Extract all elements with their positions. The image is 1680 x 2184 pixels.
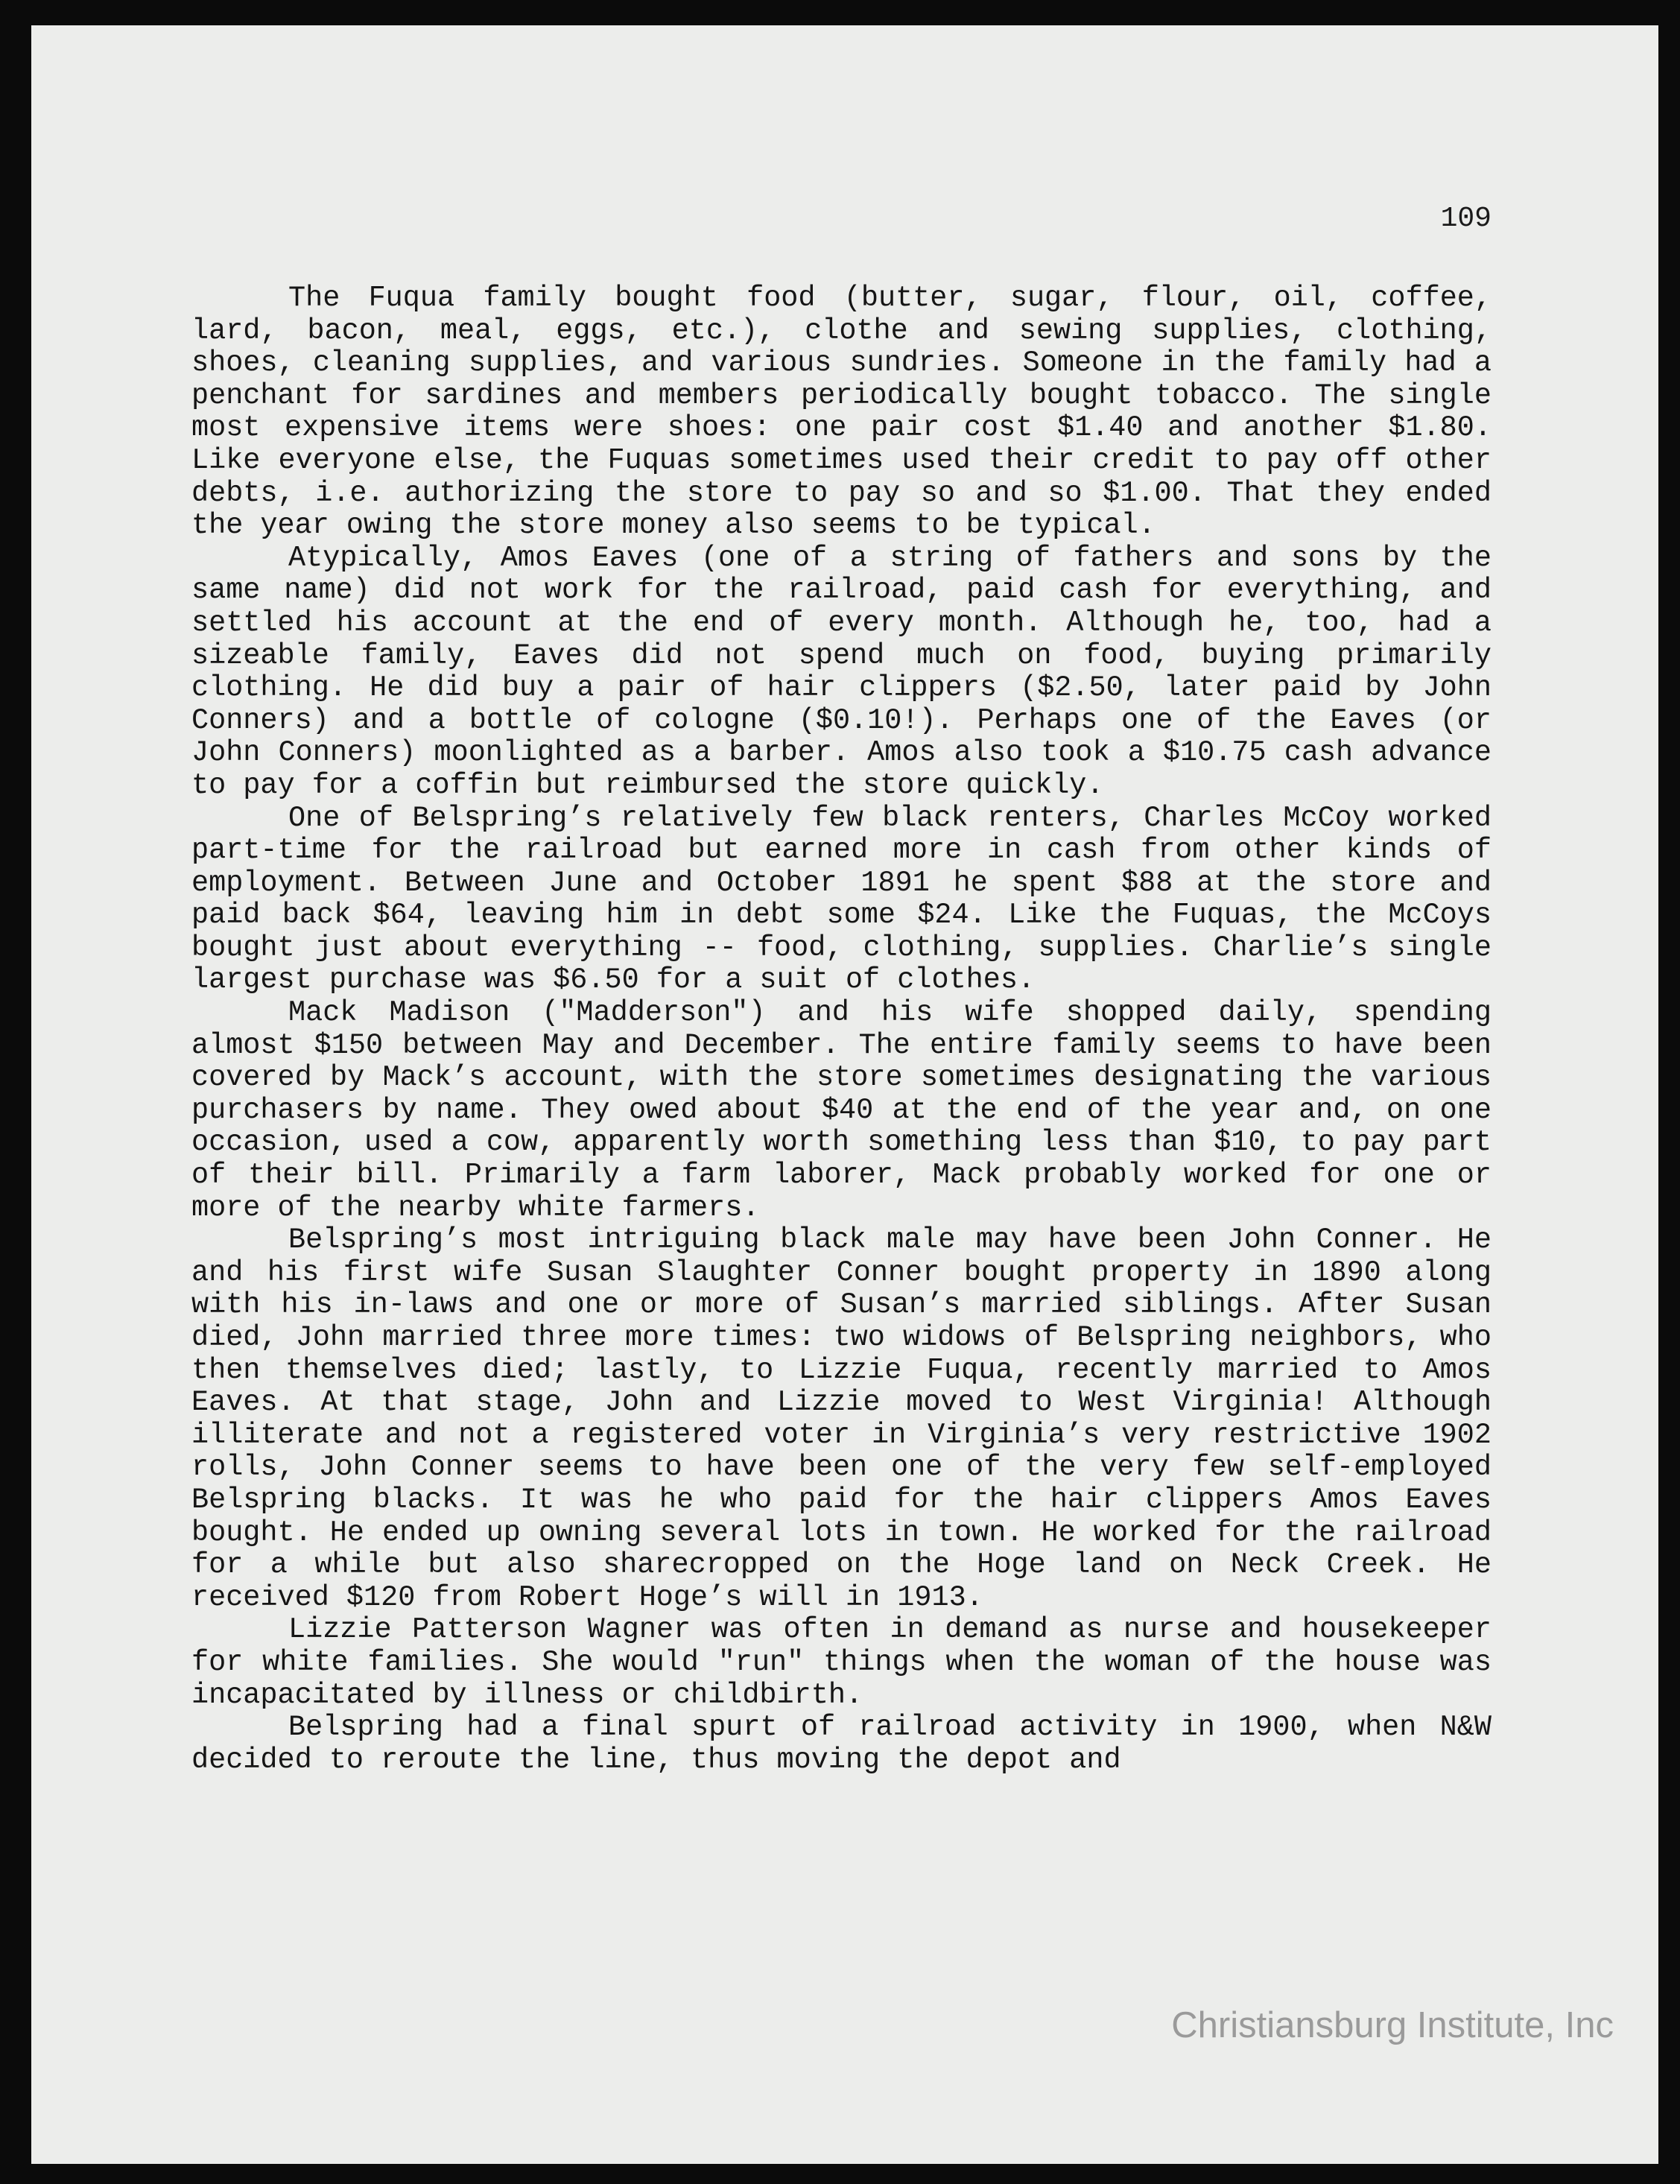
paragraph-railroad-activity: Belspring had a final spurt of railroad activity in 1900, when N&W decided to reroute the line, thus moving the depot and (191, 1711, 1492, 1776)
document-page (31, 25, 1658, 2164)
paragraph-charles-mccoy: One of Belspring’s relatively few black renters, Charles McCoy worked part-time for the railroad but earned more in cash from other kinds of employment. Between June and October 1891 he spent $88 at the store and paid back $64, leaving him in debt some $24. Like the Fuquas, the McCoys bought just about everything -- food, clothing, supplies. Charlie’s single largest purchase was $6.50 for a suit of clothes. (191, 801, 1492, 997)
paragraph-john-conner: Belspring’s most intriguing black male may have been John Conner. He and his first wife Susan Slaughter Conner bought property in 1890 along with his in-laws and one or more of Susan’s married siblings. After Susan died, John married three more times: two widows of Belspring neighbors, who then themselves died; lastly, to Lizzie Fuqua, recently married to Amos Eaves. At that stage, John and Lizzie moved to West Virginia! Although illiterate and not a registered voter in Virginia’s very restrictive 1902 rolls, John Conner seems to have been one of the very few self-employed Belspring blacks. It was he who paid for the hair clippers Amos Eaves bought. He ended up owning several lots in town. He worked for the railroad for a while but also sharecropped on the Hoge land on Neck Creek. He received $120 from Robert Hoge’s will in 1913. (191, 1224, 1492, 1614)
paragraph-mack-madison: Mack Madison ("Madderson") and his wife shopped daily, spending almost $150 between May and December. The entire family seems to have been covered by Mack’s account, with the store sometimes designating the various purchasers by name. They owed about $40 at the end of the year and, on one occasion, used a cow, apparently worth something less than $10, to pay part of their bill. Primarily a farm laborer, Mack probably worked for one or more of the nearby white farmers. (191, 996, 1492, 1224)
body-text (191, 282, 1492, 1776)
paragraph-lizzie-wagner: Lizzie Patterson Wagner was often in demand as nurse and housekeeper for white families. She would "run" things when the woman of the house was incapacitated by illness or childbirth. (191, 1613, 1492, 1712)
paragraph-amos-eaves: Atypically, Amos Eaves (one of a string of fathers and sons by the same name) did not work for the railroad, paid cash for everything, and settled his account at the end of every month. Although he, too, had a sizeable family, Eaves did not spend much on food, buying primarily clothing. He did buy a pair of hair clippers ($2.50, later paid by John Conners) and a bottle of cologne ($0.10!). Perhaps one of the Eaves (or John Conners) moonlighted as a barber. Amos also took a $10.75 cash advance to pay for a coffin but reimbursed the store quickly. (191, 541, 1492, 802)
page-number: 109 (1440, 203, 1492, 235)
watermark: Christiansburg Institute, Inc (1171, 2005, 1614, 2045)
paragraph-fuqua-family: The Fuqua family bought food (butter, sugar, flour, oil, coffee, lard, bacon, meal, eggs, etc.), clothe and sewing supplies, clothing, shoes, cleaning supplies, and various sundries. Someone in the family had a penchant for sardines and members periodically bought tobacco. The single most expensive items were shoes: one pair cost $1.40 and another $1.80. Like everyone else, the Fuquas sometimes used their credit to pay off other debts, i.e. authorizing the store to pay so and so $1.00. That they ended the year owing the store money also seems to be typical. (191, 282, 1492, 542)
